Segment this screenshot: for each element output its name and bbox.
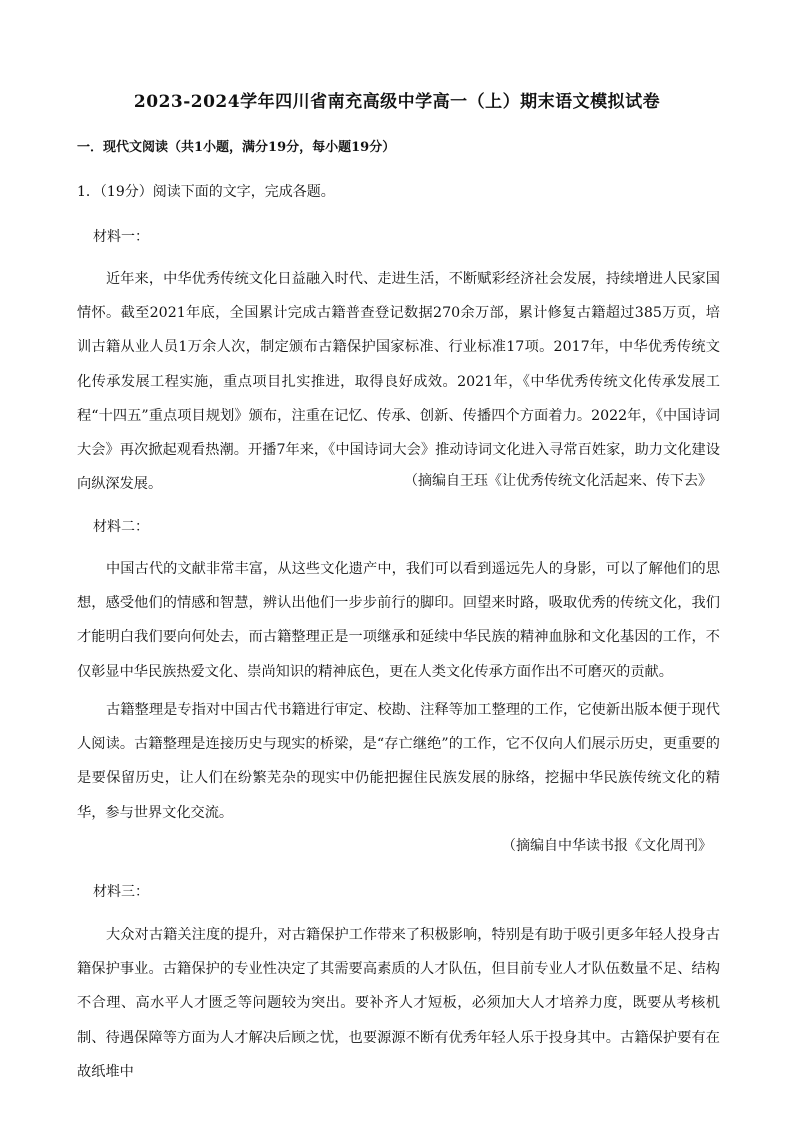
material-1-paragraph: 近年来，中华优秀传统文化日益融入时代、走进生活，不断赋彩经济社会发展，持续增进人民家国情怀。截至2021年底，全国累计完成古籍普查登记数据270余万部，累计修复古籍超过385万页，培训古籍从业人员1万余人次，制定颁布古籍保护国家标准、行业标准17项。2017年，中华优秀传统文化传承发展工程实施，重点项目扎实推进，取得良好成效。2021年，《中华优秀传统文化传承发展工程“十四五”重点项目规划》颁布，注重在记忆、传承、创新、传播四个方面着力。2022年，《中国诗词大会》再次掀起观看热潮。开播7年来，《中国诗词大会》推动诗词文化进入寻常百姓家，助力文化建设向纵深发展。 [77, 271, 720, 493]
material-2-source: （摘编自中华读书报《文化周刊》 [502, 838, 712, 854]
material-2-paragraph-2: 古籍整理是专指对中国古代书籍进行审定、校勘、注释等加工整理的工作，它使新出版本便于现代人阅读。古籍整理是连接历史与现实的桥梁，是“存亡继绝”的工作，它不仅向人们展示历史，更重要的是要保留历史，让人们在纷繁芜杂的现实中仍能把握住民族发展的脉络，挖掘中华民族传统文化的精华，参与世界文化交流。 [77, 702, 720, 821]
exam-title: 2023-2024学年四川省南充高级中学高一（上）期末语文模拟试卷 [133, 92, 661, 112]
material-2-paragraph-1: 中国古代的文献非常丰富，从这些文化遗产中，我们可以看到遥远先人的身影，可以了解他们的思想，感受他们的情感和智慧，辨认出他们一步步前行的脚印。回望来时路，吸取优秀的传统文化，我们才能明白我们要向何处去，而古籍整理正是一项继承和延续中华民族的精神血脉和文化基因的工作，不仅彰显中华民族热爱文化、崇尚知识的精神底色，更在人类文化传承方面作出不可磨灭的贡献。 [77, 561, 720, 680]
section-heading: 一．现代文阅读（共1小题，满分19分，每小题19分） [77, 140, 396, 155]
material-3-label: 材料三： [93, 884, 149, 900]
question-stem: 1．（19分）阅读下面的文字，完成各题。 [77, 184, 335, 200]
material-1-label: 材料一： [93, 229, 149, 245]
material-2-label: 材料二： [93, 519, 149, 535]
material-1-source: （摘编自王珏《让优秀传统文化活起来、传下去》 [404, 473, 712, 489]
material-3-paragraph: 大众对古籍关注度的提升，对古籍保护工作带来了积极影响，特别是有助于吸引更多年轻人投身古籍保护事业。古籍保护的专业性决定了其需要高素质的人才队伍，但目前专业人才队伍数量不足、结构不合理、高水平人才匮乏等问题较为突出。要补齐人才短板，必须加大人才培养力度，既要从考核机制、待遇保障等方面为人才解决后顾之忧，也要源源不断有优秀年轻人乐于投身其中。古籍保护要有在故纸堆中 [77, 927, 720, 1080]
